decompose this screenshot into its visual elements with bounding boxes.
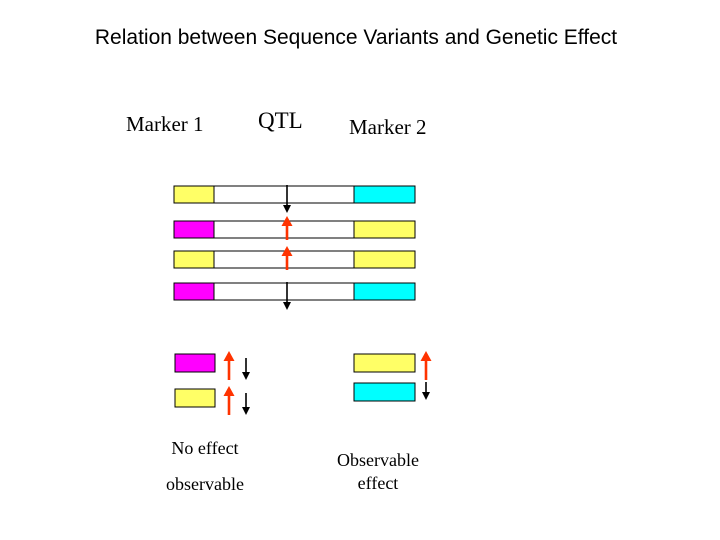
chromosome-middle-segment [214,186,354,203]
left-group-up-arrow-icon [224,351,235,380]
marker2-segment [354,186,415,203]
marker1-segment [174,251,214,268]
left-group-down-arrow-icon [242,393,250,415]
right-group-down-arrow-icon [422,382,430,400]
left-group-up-arrow-icon [224,386,235,415]
right-group-marker [354,354,415,372]
qtl-label: QTL [258,108,303,133]
diagram-title: Relation between Sequence Variants and Genetic Effect [94,26,618,49]
left-group-down-arrow-icon [242,358,250,380]
marker2-label: Marker 2 [349,115,427,139]
observable-effect-caption: Observable effect [337,450,419,493]
left-group-marker [175,389,215,407]
marker2-segment [354,221,415,238]
right-group-marker [354,383,415,401]
marker1-segment [174,283,214,300]
marker1-segment [174,221,214,238]
left-group-marker [175,354,215,372]
no-effect-caption-line2: observable [166,474,244,494]
right-group-up-arrow-icon [421,351,432,380]
marker1-segment [174,186,214,203]
no-effect-caption-line1: No effect [171,438,239,458]
chromosome-middle-segment [214,283,354,300]
marker2-segment [354,251,415,268]
marker1-label: Marker 1 [126,112,204,136]
marker2-segment [354,283,415,300]
